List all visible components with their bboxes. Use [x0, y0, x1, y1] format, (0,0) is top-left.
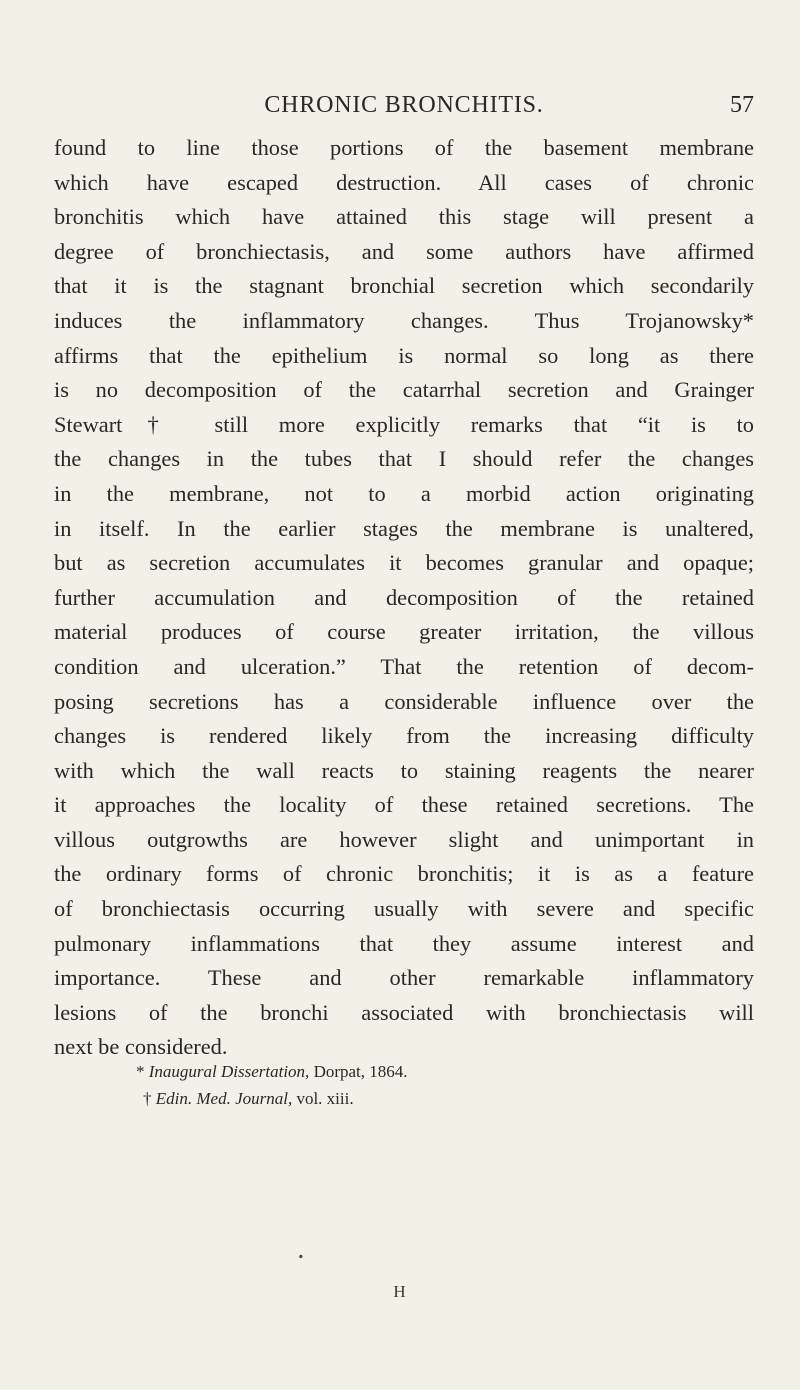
text-line: importance. These and other remarkable inflammatory [54, 965, 754, 991]
text-line: induces the inflammatory changes. Thus Trojanowsky* [54, 307, 754, 333]
signature-mark: H [393, 1282, 407, 1301]
text-line: found to line those portions of the basement membrane [54, 135, 754, 160]
page-number: 57 [730, 92, 754, 118]
footnote-source-detail: Dorpat, 1864. [309, 1062, 408, 1081]
body-text [54, 131, 754, 1065]
text-line: it approaches the locality of these retained secretions. The [54, 792, 754, 818]
text-line: is no decomposition of the catarrhal secretion and Grainger [54, 377, 754, 403]
text-line: but as secretion accumulates it becomes granular and opaque; [54, 550, 754, 576]
text-line: posing secretions has a considerable influence over the [54, 688, 754, 714]
text-line: with which the wall reacts to staining reagents the nearer [54, 757, 754, 783]
text-line: that it is the stagnant bronchial secretion which secondarily [54, 273, 754, 299]
text-line: degree of bronchiectasis, and some authors have affirmed [54, 238, 754, 264]
text-line: material produces of course greater irritation, the villous [54, 619, 754, 645]
text-line: bronchitis which have attained this stage will present a [54, 204, 754, 230]
text-line: Stewart† still more explicitly remarks that “it is to [54, 411, 754, 437]
footnote-2 [54, 1085, 754, 1112]
text-line: which have escaped destruction. All cases of chronic [54, 169, 754, 195]
running-title: CHRONIC BRONCHITIS. [264, 92, 544, 118]
text-line: the changes in the tubes that I should refer the changes [54, 446, 754, 472]
footnote-mark: * [136, 1062, 145, 1081]
footnote-source-title: Inaugural Dissertation, [148, 1062, 310, 1081]
running-head [54, 88, 754, 122]
text-line-last: next be considered. [54, 1034, 228, 1060]
text-line: of bronchiectasis occurring usually with severe and specific [54, 896, 754, 922]
text-line: villous outgrowths are however slight and unimportant in [54, 826, 754, 852]
text-line: pulmonary inflammations that they assume interest and [54, 930, 754, 956]
footnotes [54, 1058, 754, 1112]
text-line: the ordinary forms of chronic bronchitis; it is as a feature [54, 861, 754, 887]
ink-speck: • [296, 1249, 307, 1266]
text-line: in itself. In the earlier stages the membrane is unaltered, [54, 515, 754, 541]
footnote-mark: † [143, 1089, 152, 1108]
text-line: affirms that the epithelium is normal so long as there [54, 342, 754, 368]
text-line: condition and ulceration.” That the retention of decom- [54, 653, 754, 679]
text-line: in the membrane, not to a morbid action originating [54, 480, 754, 506]
text-line: changes is rendered likely from the increasing difficulty [54, 723, 754, 749]
text-line: further accumulation and decomposition of the retained [54, 584, 754, 610]
footnote-source-detail: vol. xiii. [292, 1089, 354, 1108]
footnote-source-title: Edin. Med. Journal, [155, 1089, 293, 1108]
text-line: lesions of the bronchi associated with bronchiectasis will [54, 999, 754, 1025]
footnote-1 [54, 1058, 754, 1085]
